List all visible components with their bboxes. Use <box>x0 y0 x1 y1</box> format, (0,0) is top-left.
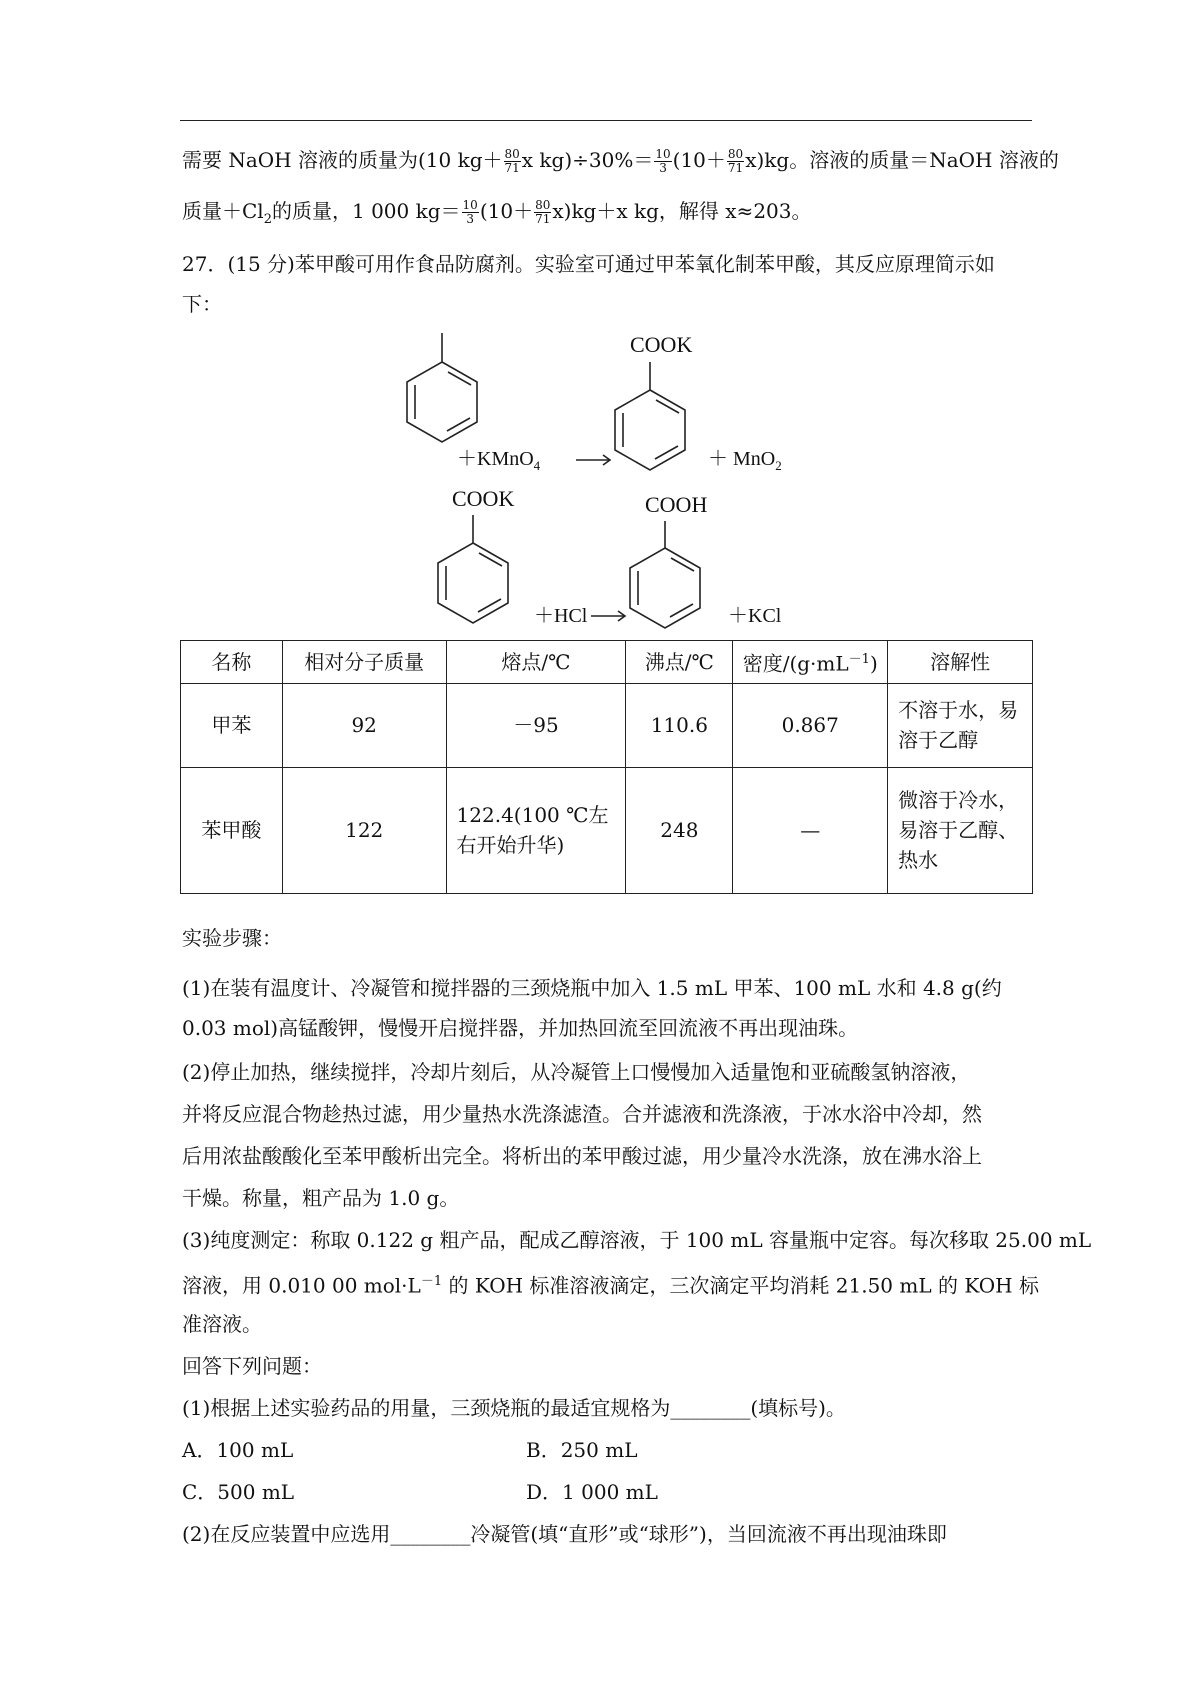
text: 的 KOH 标准溶液滴定，三次滴定平均消耗 21.50 mL 的 KOH 标 <box>442 1273 1039 1298</box>
potassium-benzoate-structure <box>615 362 685 470</box>
arrow-2 <box>591 611 625 621</box>
question-2: (2)在反应装置中应选用________冷凝管(填“直形”或“球形”)，当回流液不再出现油珠即 <box>182 1522 947 1546</box>
steps-title: 实验步骤： <box>182 926 282 950</box>
step-2-line-3: 后用浓盐酸酸化至苯甲酸析出完全。将析出的苯甲酸过滤，用少量冷水洗涤，放在沸水浴上 <box>182 1144 982 1168</box>
cell-density: 0.867 <box>733 683 888 767</box>
cell-molar-mass: 92 <box>282 683 446 767</box>
cook-group-label: COOK <box>452 486 515 511</box>
numerator: 10 <box>655 147 671 161</box>
table-row <box>181 683 1033 767</box>
solubility-line: 不溶于水，易 <box>898 698 1019 723</box>
step-1-line-2: 0.03 mol)高锰酸钾，慢慢开启搅拌器，并加热回流至回流液不再出现油珠。 <box>182 1016 859 1040</box>
denominator: 3 <box>659 161 667 175</box>
table-row <box>181 767 1033 893</box>
cell-melting-point <box>446 767 626 893</box>
option-c: C．500 mL <box>182 1480 295 1504</box>
melting-line: 右开始升华) <box>456 833 565 858</box>
col-header-boiling-point: 沸点/℃ <box>626 641 733 684</box>
text: (10＋ <box>479 199 534 223</box>
col-header-density <box>733 641 888 684</box>
step-3-line-1: (3)纯度测定：称取 0.122 g 粗产品，配成乙醇溶液，于 100 mL 容量瓶中定容。每次移取 25.00 mL <box>182 1228 1092 1252</box>
text: x)kg＋x kg，解得 x≈203。 <box>552 199 812 223</box>
denominator: 71 <box>504 161 520 175</box>
denominator: 71 <box>727 161 744 175</box>
subscript: 2 <box>263 212 272 227</box>
col-header-melting-point: 熔点/℃ <box>446 641 626 684</box>
cook-group-label: COOK <box>630 332 693 357</box>
step-2-line-4: 干燥。称量，粗产品为 1.0 g。 <box>182 1186 460 1210</box>
solubility-line: 微溶于冷水， <box>898 788 1019 813</box>
density-label: 密度/(g·mL <box>742 651 849 676</box>
reagent-hcl: ＋HCl <box>534 605 588 627</box>
numerator: 80 <box>504 147 520 161</box>
text: 溶液，用 0.010 00 mol·L <box>182 1273 421 1298</box>
numerator: 80 <box>535 198 551 212</box>
col-header-name: 名称 <box>181 641 283 684</box>
step-2-line-2: 并将反应混合物趁热过滤，用少量热水洗涤滤渣。合并滤液和洗涤液，于冰水浴中冷却，然 <box>182 1102 982 1126</box>
potassium-benzoate-structure <box>438 515 508 623</box>
solubility-line: 易溶于乙醇、 <box>898 818 1019 843</box>
step-1-line-1: (1)在装有温度计、冷凝管和搅拌器的三颈烧瓶中加入 1.5 mL 甲苯、100 mL 水和 4.8 g(约 <box>182 976 1002 1000</box>
option-a: A．100 mL <box>182 1438 294 1462</box>
cell-name: 甲苯 <box>181 683 283 767</box>
arrow-1 <box>576 455 610 465</box>
numerator: 10 <box>462 198 478 212</box>
solubility-line: 溶于乙醇 <box>898 728 979 753</box>
text: x)kg。溶液的质量＝NaOH 溶液的 <box>745 148 1059 172</box>
text: x kg)÷30%＝ <box>521 148 654 172</box>
step-3-line-3: 准溶液。 <box>182 1312 262 1336</box>
denominator: 3 <box>466 212 474 226</box>
table-header-row <box>181 641 1033 684</box>
question-1: (1)根据上述实验药品的用量，三颈烧瓶的最适宜规格为________(填标号)。 <box>182 1396 846 1420</box>
text: 质量＋Cl <box>182 199 264 223</box>
cell-solubility <box>888 683 1033 767</box>
question-intro-2: 下： <box>182 292 222 316</box>
benzoic-acid-structure <box>630 521 700 628</box>
cell-density: — <box>733 767 888 893</box>
reaction-scheme <box>0 0 1200 640</box>
cell-molar-mass: 122 <box>282 767 446 893</box>
solubility-line: 热水 <box>898 848 939 873</box>
text: (10＋ <box>672 148 726 172</box>
text: 需要 NaOH 溶液的质量为(10 kg＋ <box>182 148 503 172</box>
option-b: B．250 mL <box>526 1438 638 1462</box>
col-header-molar-mass: 相对分子质量 <box>282 641 446 684</box>
cell-name: 苯甲酸 <box>181 767 283 893</box>
cooh-group-label: COOH <box>645 492 708 517</box>
reagent-kmno4: ＋KMnO$_4$ <box>457 448 541 473</box>
density-close: ) <box>869 651 878 676</box>
cell-solubility <box>888 767 1033 893</box>
numerator: 80 <box>727 147 744 161</box>
questions-title: 回答下列问题： <box>182 1354 322 1378</box>
step-3-line-2 <box>182 1268 1039 1300</box>
byproduct-kcl: ＋KCl <box>728 605 782 627</box>
step-2-line-1: (2)停止加热，继续搅拌，冷却片刻后，从冷凝管上口慢慢加入适量饱和亚硫酸氢钠溶液， <box>182 1060 971 1084</box>
toluene-structure <box>407 333 477 442</box>
denominator: 71 <box>535 212 551 226</box>
cell-melting-point: －95 <box>446 683 626 767</box>
melting-line: 122.4(100 ℃左 <box>456 803 609 828</box>
option-d: D．1 000 mL <box>526 1480 658 1504</box>
question-intro-1: 27．(15 分)苯甲酸可用作食品防腐剂。实验室可通过甲苯氧化制苯甲酸，其反应原理简示如 <box>182 252 995 276</box>
text: 的质量，1 000 kg＝ <box>271 199 461 223</box>
cell-boiling-point: 248 <box>626 767 733 893</box>
superscript: －1 <box>848 652 870 667</box>
col-header-solubility: 溶解性 <box>888 641 1033 684</box>
cell-boiling-point: 110.6 <box>626 683 733 767</box>
superscript: －1 <box>420 1274 443 1289</box>
properties-table <box>180 640 1033 894</box>
byproduct-mno2: ＋ MnO$_2$ <box>708 448 782 473</box>
